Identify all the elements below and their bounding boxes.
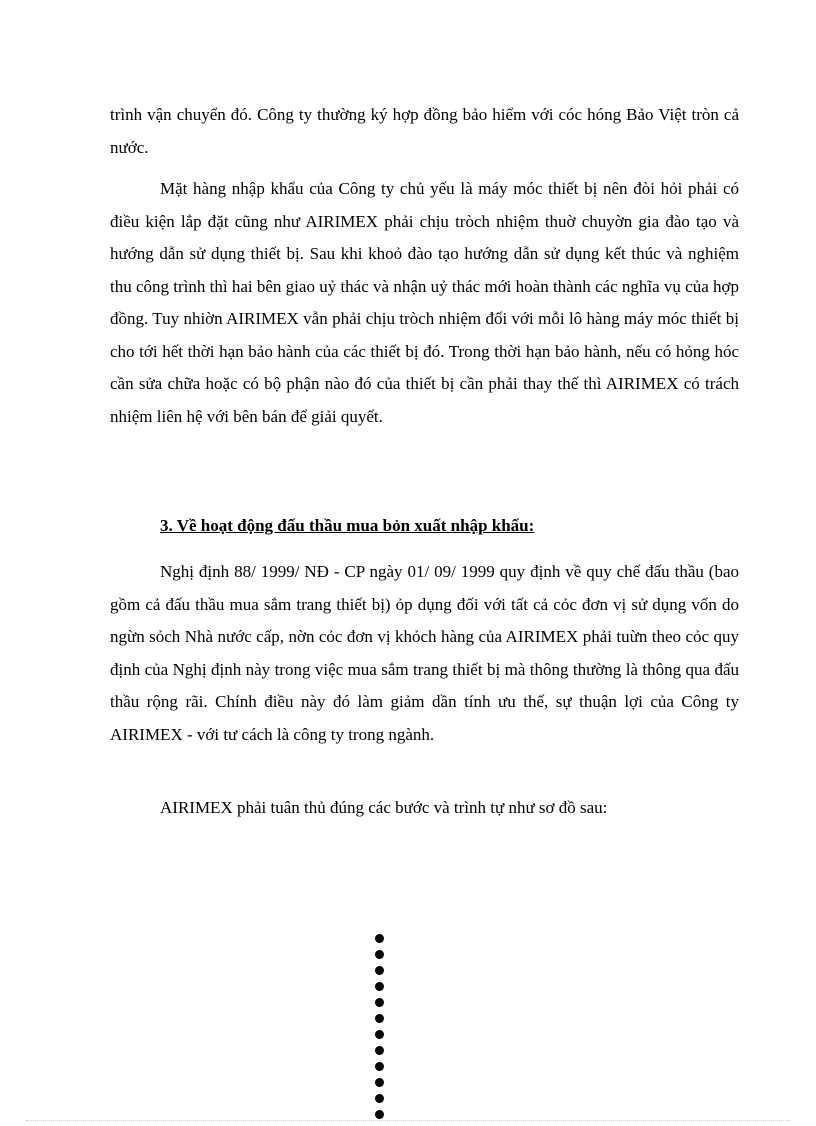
connector-dot <box>375 966 384 975</box>
connector-dot <box>375 934 384 943</box>
connector-dot <box>375 1046 384 1055</box>
connector-dot <box>375 1062 384 1071</box>
dotted-connector-line <box>375 934 387 1126</box>
section-heading: 3. Về hoạt động đấu thầu mua bỏn xuất nhập khẩu: <box>160 516 535 535</box>
connector-dot <box>375 1078 384 1087</box>
paragraph-bidding-decree: Nghị định 88/ 1999/ NĐ - CP ngày 01/ 09/ 1999 quy định về quy chế đấu thầu (bao gồm cả đấu thầu mua sắm trang thiết bị) ỏp dụng đối với tất cả cỏc đơn vị sử dụng vốn do ngừn sỏch Nhà nước cấp, nờn cỏc đơn vị khỏch hàng của AIRIMEX phải tuừn theo cỏc quy định của Nghị định này trong việc mua sắm trang thiết bị mà thông thường là thông qua đấu thầu rộng rãi. Chính điều này đó làm giảm dần tính ưu thế, sự thuận lợi của Công ty AIRIMEX - với tư cách là công ty trong ngành. <box>110 562 739 744</box>
connector-dot <box>375 982 384 991</box>
paragraph-insurance-continuation: trình vận chuyển đó. Công ty thường ký hợp đồng bảo hiểm với cóc hóng Bảo Việt tròn cả nước. <box>110 105 739 157</box>
connector-dot <box>375 1030 384 1039</box>
connector-dot <box>375 950 384 959</box>
connector-dot <box>375 1014 384 1023</box>
connector-dot <box>375 1094 384 1103</box>
page-bottom-rule <box>26 1120 790 1121</box>
paragraph-import-equipment: Mặt hàng nhập khẩu của Công ty chủ yếu là máy móc thiết bị nên đòi hỏi phải có điều kiện lắp đặt cũng như AIRIMEX phải chịu tròch nhiệm thuờ chuyờn gia đào tạo và hướng dẫn sử dụng thiết bị. Sau khi khoỏ đào tạo hướng dẫn sử dụng kết thúc và nghiệm thu công trình thì hai bên giao uỷ thác và nhận uỷ thác mới hoàn thành các nghĩa vụ của hợp đồng. Tuy nhiờn AIRIMEX vẫn phải chịu tròch nhiệm đối với mỗi lô hàng máy móc thiết bị cho tới hết thời hạn bảo hành của các thiết bị đó. Trong thời hạn bảo hành, nếu có hỏng hóc cần sửa chữa hoặc có bộ phận nào đó của thiết bị cần phải thay thế thì AIRIMEX có trách nhiệm liên hệ với bên bán để giải quyết. <box>110 179 739 426</box>
paragraph-diagram-intro: AIRIMEX phải tuân thủ đúng các bước và trình tự như sơ đồ sau: <box>160 798 608 817</box>
connector-dot <box>375 998 384 1007</box>
connector-dot <box>375 1110 384 1119</box>
